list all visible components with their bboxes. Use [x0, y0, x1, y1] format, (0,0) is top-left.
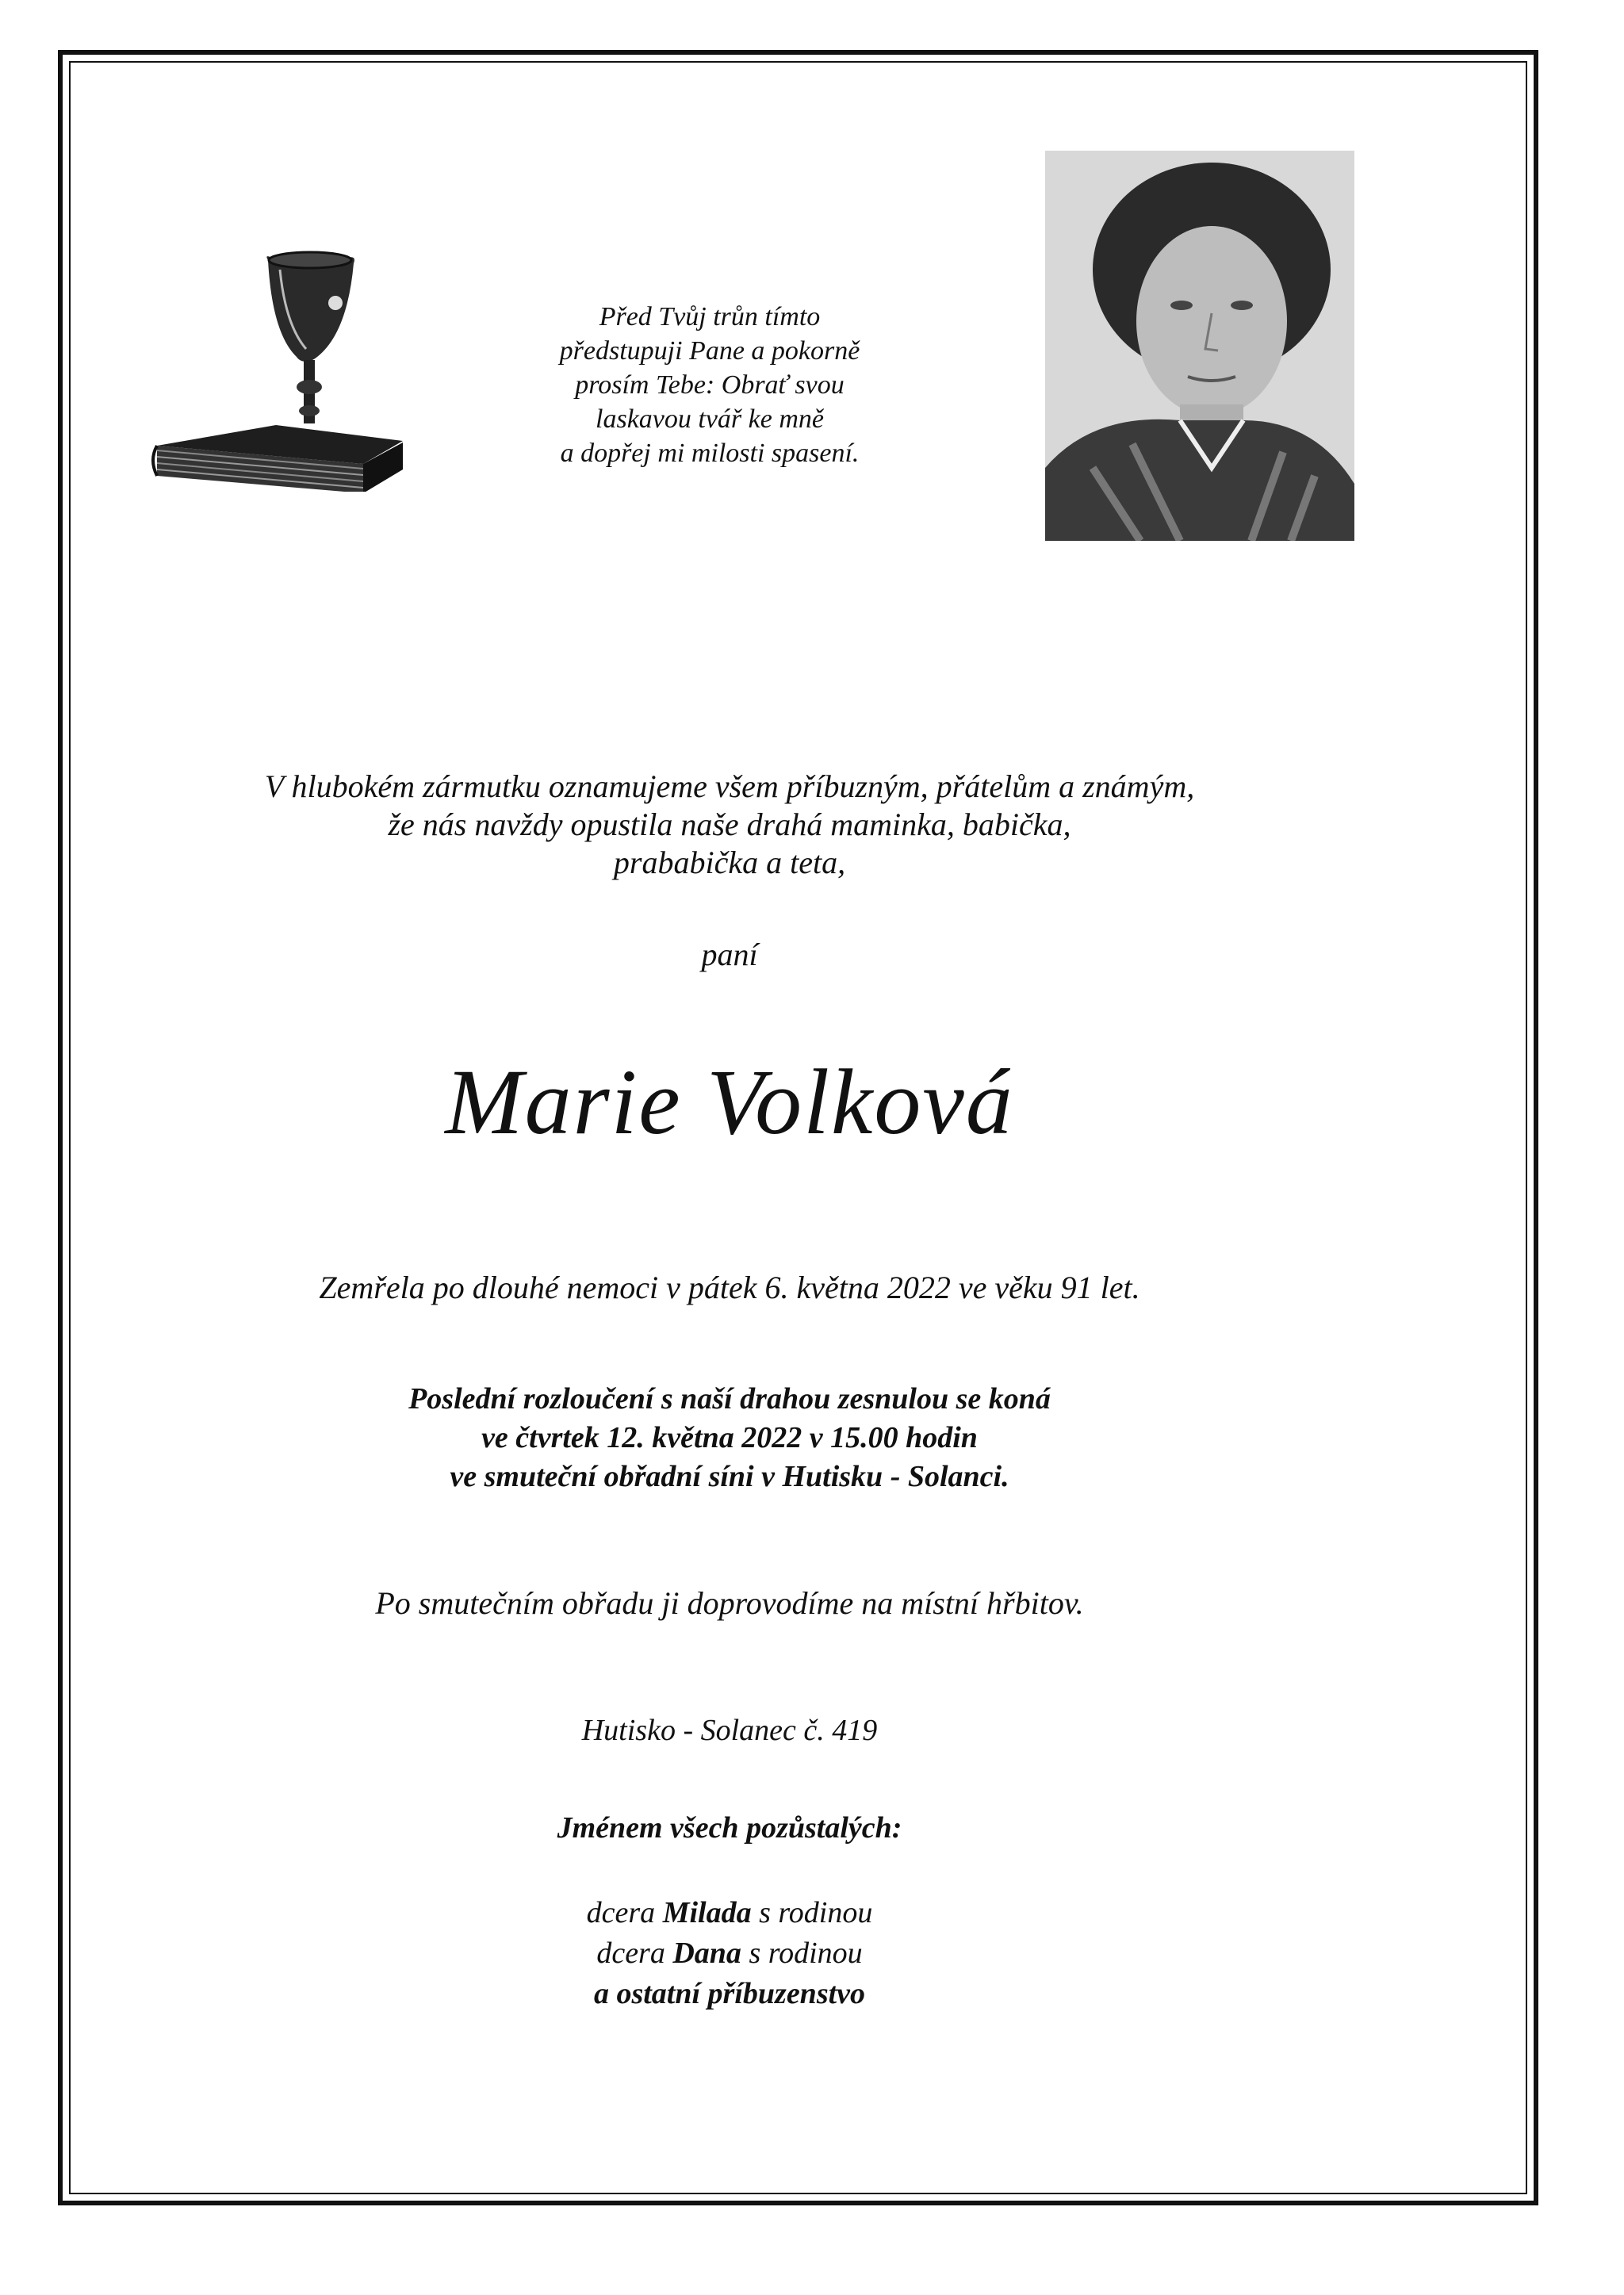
- mourner-prefix: dcera: [596, 1937, 673, 1970]
- verse-line: předstupuji Pane a pokorně: [559, 336, 860, 366]
- farewell-line: Poslední rozloučení s naší drahou zesnulou se koná: [408, 1382, 1051, 1416]
- mourner-name: Milada: [662, 1896, 752, 1929]
- after-ceremony: Po smutečním obřadu ji doprovodíme na místní hřbitov.: [375, 1585, 1084, 1621]
- deceased-name: Marie Volková: [445, 1050, 1014, 1154]
- mourner-name: Dana: [672, 1937, 741, 1970]
- mourner-line: [95, 1893, 1364, 1933]
- verse-line: prosím Tebe: Obrať svou: [575, 370, 845, 400]
- verse-block: [508, 300, 912, 470]
- farewell-line: ve smuteční obřadní síni v Hutisku - Solanci.: [450, 1460, 1009, 1493]
- farewell-block: [95, 1380, 1364, 1496]
- mourner-line: [95, 1933, 1364, 1974]
- verse-line: Před Tvůj trůn tímto: [599, 302, 821, 331]
- verse-line: a dopřej mi milosti spasení.: [560, 439, 860, 468]
- address: Hutisko - Solanec č. 419: [581, 1714, 878, 1747]
- mourner-suffix: s rodinou: [741, 1937, 863, 1970]
- honorific: paní: [701, 937, 758, 972]
- mourner-suffix: s rodinou: [751, 1896, 873, 1929]
- farewell-line: ve čtvrtek 12. května 2022 v 15.00 hodin: [481, 1421, 978, 1454]
- portrait-illustration: [1045, 151, 1354, 541]
- announcement-line: že nás navždy opustila naše drahá maminka, babička,: [388, 807, 1071, 842]
- chalice-on-book-icon: [109, 190, 411, 492]
- mourners-title: Jménem všech pozůstalých:: [557, 1811, 902, 1845]
- verse-line: laskavou tvář ke mně: [596, 404, 824, 434]
- death-notice: Zemřela po dlouhé nemoci v pátek 6. května 2022 ve věku 91 let.: [319, 1270, 1140, 1305]
- mourners-others: a ostatní příbuzenstvo: [593, 1977, 866, 2010]
- announcement-line: V hlubokém zármutku oznamujeme všem příbuzným, přátelům a známým,: [264, 768, 1195, 804]
- mourners-list: [95, 1893, 1364, 2014]
- mourner-prefix: dcera: [586, 1896, 663, 1929]
- portrait-photo: [1045, 151, 1354, 541]
- announcement-block: [95, 768, 1364, 882]
- announcement-line: prababička a teta,: [613, 845, 846, 880]
